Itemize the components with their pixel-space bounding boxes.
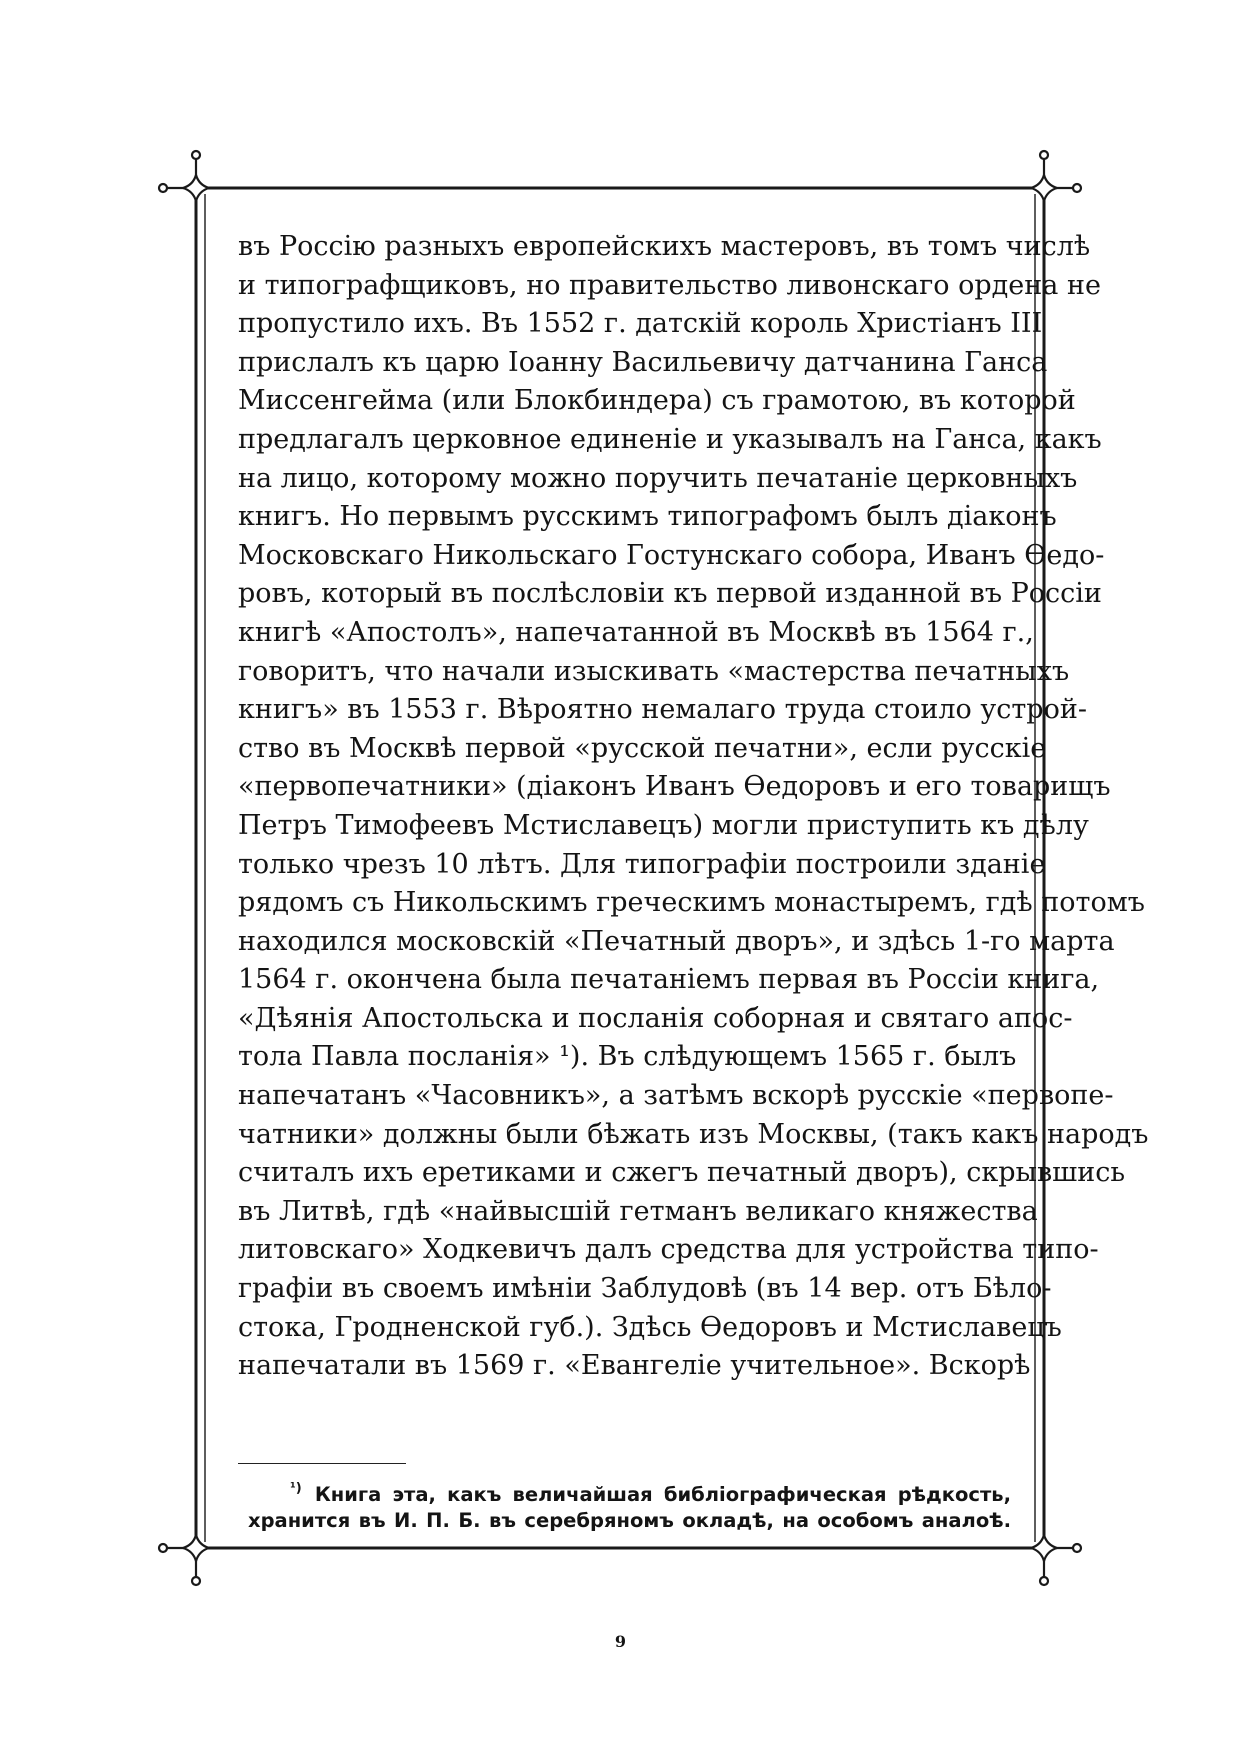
body-line: книгъ» въ 1553 г. Вѣроятно немалаго труда стоило устрой- bbox=[238, 694, 1087, 726]
body-line: 1564 г. окончена была печатаніемъ первая въ Россіи книга, bbox=[238, 964, 1100, 996]
body-line: Московскаго Никольскаго Гостунскаго собора, Иванъ Ѳедо- bbox=[238, 539, 1105, 571]
body-line: говоритъ, что начали изыскивать «мастерства печатныхъ bbox=[238, 655, 1070, 687]
corner-ornament-top-right-icon bbox=[1014, 151, 1081, 218]
corner-ornament-bottom-right-icon bbox=[1014, 1518, 1081, 1585]
footnote-line-1-text: Книга эта, какъ величайшая библіографическая рѣдкость, bbox=[314, 1483, 1011, 1506]
body-line: ровъ, который въ послѣсловіи къ первой изданной въ Россіи bbox=[238, 578, 1102, 610]
page-number: 9 bbox=[614, 1632, 627, 1651]
body-line: книгѣ «Апостолъ», напечатанной въ Москвѣ въ 1564 г., bbox=[238, 616, 1034, 648]
body-line: тола Павла посланія» ¹). Въ слѣдующемъ 1565 г. былъ bbox=[238, 1041, 1017, 1073]
body-line: находился московскій «Печатный дворъ», и здѣсь 1-го марта bbox=[238, 925, 1115, 957]
body-line: въ Россію разныхъ европейскихъ мастеровъ, въ томъ числѣ bbox=[238, 231, 1091, 262]
body-line: предлагалъ церковное единеніе и указывалъ на Ганса, какъ bbox=[238, 423, 1102, 455]
corner-ornament-top-left-icon bbox=[159, 151, 226, 218]
body-line: ство въ Москвѣ первой «русской печатни», если русскіе bbox=[238, 732, 1047, 764]
footnote-line: хранится въ И. П. Б. въ серебряномъ окладѣ, на особомъ аналоѣ. bbox=[248, 1509, 1011, 1532]
body-line: «первопечатники» (діаконъ Иванъ Ѳедоровъ и его товарищъ bbox=[238, 771, 1111, 803]
body-line: пропустило ихъ. Въ 1552 г. датскій король Христіанъ III bbox=[238, 308, 1043, 340]
footnote-line bbox=[248, 1473, 1011, 1505]
body-line: графіи въ своемъ имѣніи Заблудовѣ (въ 14 вер. отъ Бѣло- bbox=[238, 1273, 1052, 1305]
footnote-marker: ¹) bbox=[290, 1481, 302, 1496]
body-text bbox=[238, 228, 1149, 1386]
corner-ornament-bottom-left-icon bbox=[159, 1518, 226, 1585]
body-line: въ Литвѣ, гдѣ «найвысшій гетманъ великаго княжества bbox=[238, 1195, 1038, 1227]
body-line: книгъ. Но первымъ русскимъ типографомъ былъ діаконъ bbox=[238, 501, 1057, 533]
body-line: стока, Гродненской губ.). Здѣсь Ѳедоровъ и Мстиславецъ bbox=[238, 1311, 1062, 1343]
body-line: только чрезъ 10 лѣтъ. Для типографіи построили зданіе bbox=[238, 848, 1046, 880]
body-line: Миссенгейма (или Блокбиндера) съ грамотою, въ которой bbox=[238, 385, 1076, 417]
body-line: напечатали въ 1569 г. «Евангеліе учительное». Вскорѣ bbox=[238, 1350, 1031, 1382]
body-line: литовскаго» Ходкевичъ далъ средства для устройства типо- bbox=[238, 1234, 1099, 1266]
footnote-divider bbox=[238, 1463, 406, 1464]
body-line: рядомъ съ Никольскимъ греческимъ монастыремъ, гдѣ потомъ bbox=[238, 887, 1145, 919]
body-line: на лицо, которому можно поручить печатаніе церковныхъ bbox=[238, 462, 1078, 494]
body-line: прислалъ къ царю Іоанну Васильевичу датчанина Ганса bbox=[238, 346, 1048, 378]
body-line: чатники» должны были бѣжать изъ Москвы, (такъ какъ народъ bbox=[238, 1118, 1149, 1150]
body-line: и типографщиковъ, но правительство ливонскаго ордена не bbox=[238, 269, 1101, 301]
body-line: «Дѣянія Апостольска и посланія соборная и святаго апос- bbox=[238, 1002, 1073, 1034]
body-line: Петръ Тимофеевъ Мстиславецъ) могли приступить къ дѣлу bbox=[238, 809, 1089, 841]
body-line: напечатанъ «Часовникъ», а затѣмъ вскорѣ русскіе «первопе- bbox=[238, 1080, 1114, 1112]
footnote bbox=[248, 1473, 1011, 1537]
body-line: считалъ ихъ еретиками и сжегъ печатный дворъ), скрывшись bbox=[238, 1157, 1126, 1189]
